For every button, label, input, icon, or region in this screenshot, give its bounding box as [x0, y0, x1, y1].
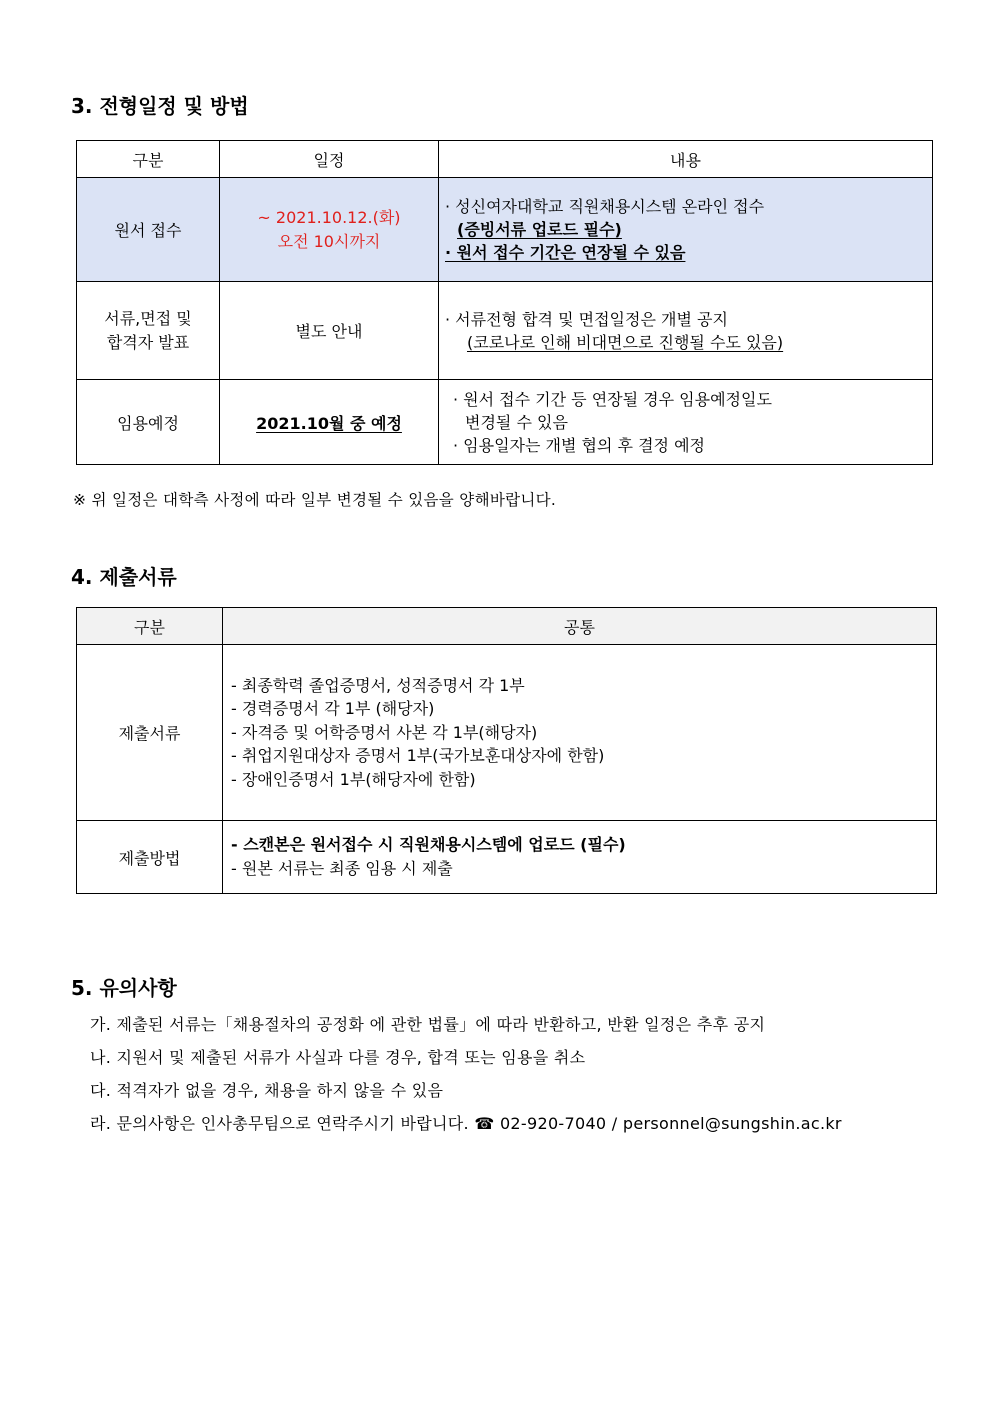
section3-title: 3. 전형일정 및 방법: [71, 94, 249, 118]
table-row: [77, 645, 937, 821]
schedule-note: ※ 위 일정은 대학측 사정에 따라 일부 변경될 수 있음을 양해바랍니다.: [73, 491, 557, 509]
document-item: - 취업지원대상자 증명서 1부(국가보훈대상자에 한함): [231, 746, 605, 766]
list-item: 나. 지원서 및 제출된 서류가 사실과 다를 경우, 합격 또는 임용을 취소: [90, 1048, 586, 1067]
header-common: 공통: [223, 608, 937, 645]
row-items: [223, 821, 937, 894]
row-content: [439, 178, 933, 282]
document-item: - 스캔본은 원서접수 시 직원채용시스템에 업로드 (필수): [231, 835, 626, 854]
content-line: 변경될 수 있음: [465, 412, 568, 432]
row-content: [439, 380, 933, 465]
document-item: - 자격증 및 어학증명서 사본 각 1부(해당자): [231, 722, 538, 742]
row-category: 원서 접수: [77, 178, 220, 282]
category-line: 서류,면접 및: [104, 308, 192, 328]
schedule-table: [76, 140, 933, 465]
row-category: 임용예정: [77, 380, 220, 465]
table-row: [77, 178, 933, 282]
category-line: 합격자 발표: [106, 332, 190, 352]
content-line: · 임용일자는 개별 협의 후 결정 예정: [453, 435, 705, 455]
content-line: · 원서 접수 기간은 연장될 수 있음: [445, 243, 686, 262]
schedule-line: ~ 2021.10.12.(화): [257, 207, 401, 227]
row-items: [223, 645, 937, 821]
content-line: · 원서 접수 기간 등 연장될 경우 임용예정일도: [453, 389, 772, 409]
content-line: · 성신여자대학교 직원채용시스템 온라인 접수: [445, 197, 765, 216]
header-schedule: 일정: [220, 141, 439, 178]
header-category: 구분: [77, 141, 220, 178]
content-line: (증빙서류 업로드 필수): [457, 220, 622, 239]
section5-title: 5. 유의사항: [71, 976, 177, 1000]
list-item: 라. 문의사항은 인사총무팀으로 연락주시기 바랍니다. ☎ 02-920-7040 / personnel@sungshin.ac.kr: [90, 1114, 842, 1133]
documents-header-row: [77, 608, 937, 645]
schedule-header-row: [77, 141, 933, 178]
row-category: 제출서류: [77, 645, 223, 821]
document-item: - 경력증명서 각 1부 (해당자): [231, 699, 435, 719]
row-schedule: 2021.10월 중 예정: [220, 380, 439, 465]
document-item: - 원본 서류는 최종 임용 시 제출: [231, 859, 453, 878]
documents-table: [76, 607, 937, 894]
list-item: 가. 제출된 서류는「채용절차의 공정화 에 관한 법률」에 따라 반환하고, 반환 일정은 추후 공지: [90, 1015, 766, 1034]
table-row: [77, 821, 937, 894]
document-item: - 최종학력 졸업증명서, 성적증명서 각 1부: [231, 675, 525, 695]
list-item: 다. 적격자가 없을 경우, 채용을 하지 않을 수 있음: [90, 1081, 444, 1100]
table-row: [77, 380, 933, 465]
schedule-line: 오전 10시까지: [277, 231, 381, 251]
document-item: - 장애인증명서 1부(해당자에 한함): [231, 769, 476, 789]
content-line: · 서류전형 합격 및 면접일정은 개별 공지: [445, 309, 728, 329]
row-category: [77, 282, 220, 380]
section4-title: 4. 제출서류: [71, 565, 177, 589]
header-content: 내용: [439, 141, 933, 178]
table-row: [77, 282, 933, 380]
content-line: (코로나로 인해 비대면으로 진행될 수도 있음): [467, 332, 784, 352]
header-category: 구분: [77, 608, 223, 645]
row-content: [439, 282, 933, 380]
row-schedule: 별도 안내: [220, 282, 439, 380]
notice-list: [90, 1008, 842, 1140]
row-schedule: [220, 178, 439, 282]
row-category: 제출방법: [77, 821, 223, 894]
